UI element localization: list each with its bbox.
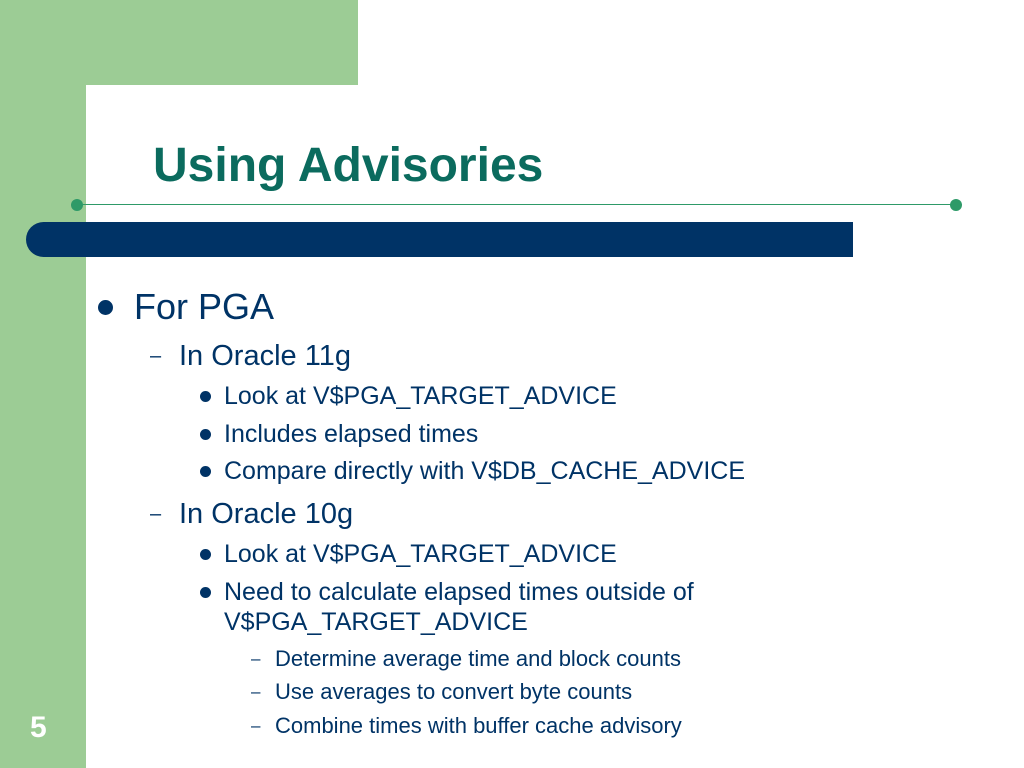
bullet-level-4: Combine times with buffer cache advisory <box>275 713 682 738</box>
navy-banner-bar <box>26 222 853 257</box>
dash-icon: – <box>251 682 261 701</box>
divider-dot-left <box>71 199 83 211</box>
bullet-disc-icon <box>200 587 211 598</box>
title-divider <box>77 204 956 205</box>
bullet-level-1: For PGA <box>134 286 275 327</box>
slide-title: Using Advisories <box>153 139 544 192</box>
bullet-level-3-continuation: V$PGA_TARGET_ADVICE <box>224 608 528 636</box>
bullet-level-2: In Oracle 10g <box>179 498 354 530</box>
green-frame-top <box>0 0 358 85</box>
bullet-disc-icon <box>200 391 211 402</box>
divider-dot-right <box>950 199 962 211</box>
dash-icon: – <box>251 716 261 735</box>
bullet-level-3: Need to calculate elapsed times outside of <box>224 578 694 606</box>
bullet-level-3: Includes elapsed times <box>224 420 479 448</box>
bullet-level-3: Compare directly with V$DB_CACHE_ADVICE <box>224 457 746 485</box>
green-frame-left <box>0 0 86 768</box>
slide-number: 5 <box>30 711 47 744</box>
dash-icon: – <box>251 649 261 668</box>
dash-icon: – <box>150 345 162 367</box>
bullet-disc-icon <box>98 300 113 315</box>
bullet-disc-icon <box>200 429 211 440</box>
bullet-disc-icon <box>200 549 211 560</box>
dash-icon: – <box>150 503 162 525</box>
bullet-level-4: Determine average time and block counts <box>275 646 681 671</box>
bullet-level-2: In Oracle 11g <box>179 340 351 372</box>
bullet-level-4: Use averages to convert byte counts <box>275 679 633 704</box>
bullet-level-3: Look at V$PGA_TARGET_ADVICE <box>224 540 617 568</box>
bullet-level-3: Look at V$PGA_TARGET_ADVICE <box>224 382 617 410</box>
bullet-disc-icon <box>200 466 211 477</box>
